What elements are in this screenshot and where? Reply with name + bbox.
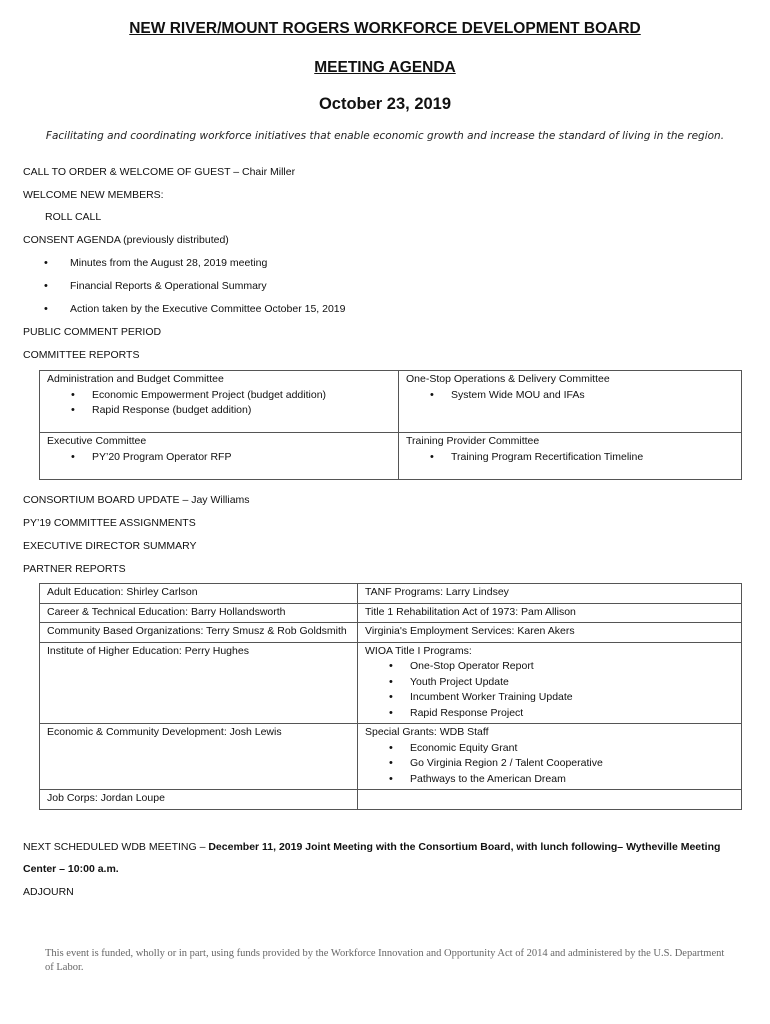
next-meeting: NEXT SCHEDULED WDB MEETING – December 11, 2019 Joint Meeting with the Consortium Board, with lunch following– Wytheville Meeting bbox=[23, 841, 721, 853]
list-item: • Economic Equity Grant bbox=[365, 741, 735, 757]
partner-higher-ed: Institute of Higher Education: Perry Hughes bbox=[40, 642, 358, 724]
meeting-date: October 23, 2019 bbox=[318, 95, 452, 113]
partner-adult-ed: Adult Education: Shirley Carlson bbox=[40, 584, 358, 604]
py19-assignments: PY’19 COMMITTEE ASSIGNMENTS bbox=[23, 517, 196, 529]
bullet-icon: • bbox=[44, 303, 48, 315]
executive-director-summary: EXECUTIVE DIRECTOR SUMMARY bbox=[23, 540, 197, 552]
consent-item: • Minutes from the August 28, 2019 meeting bbox=[44, 257, 268, 269]
committee-cell-training: Training Provider Committee • Training Program Recertification Timeline bbox=[399, 433, 742, 480]
committee-reports-table bbox=[39, 370, 742, 480]
table-row bbox=[40, 623, 742, 643]
list-item: • Rapid Response (budget addition) bbox=[47, 403, 392, 419]
board-title: NEW RIVER/MOUNT ROGERS WORKFORCE DEVELOPMENT BOARD bbox=[129, 20, 641, 37]
list-item: • Economic Empowerment Project (budget addition) bbox=[47, 388, 392, 404]
roll-call: ROLL CALL bbox=[45, 211, 102, 223]
adjourn: ADJOURN bbox=[23, 886, 74, 898]
table-row bbox=[40, 724, 742, 790]
committee-reports-heading: COMMITTEE REPORTS bbox=[23, 349, 140, 361]
committee-cell-executive: Executive Committee • PY’20 Program Operator RFP bbox=[40, 433, 399, 480]
partner-tanf: TANF Programs: Larry Lindsey bbox=[358, 584, 742, 604]
table-row bbox=[40, 603, 742, 623]
committee-cell-onestop: One-Stop Operations & Delivery Committee • System Wide MOU and IFAs bbox=[399, 371, 742, 433]
partner-econ-dev: Economic & Community Development: Josh Lewis bbox=[40, 724, 358, 790]
partner-wioa: WIOA Title I Programs: • One-Stop Operator Report • Youth Project Update • Incumbent Worker Training Update • Rapid Response Project bbox=[358, 642, 742, 724]
partner-reports-table bbox=[39, 583, 742, 810]
partner-career-tech: Career & Technical Education: Barry Hollandsworth bbox=[40, 603, 358, 623]
list-item: • PY’20 Program Operator RFP bbox=[47, 450, 392, 466]
consent-item: • Financial Reports & Operational Summary bbox=[44, 280, 267, 292]
committee-cell-admin: Administration and Budget Committee • Economic Empowerment Project (budget addition) • Rapid Response (budget addition) bbox=[40, 371, 399, 433]
list-item: • Pathways to the American Dream bbox=[365, 772, 735, 788]
public-comment: PUBLIC COMMENT PERIOD bbox=[23, 326, 162, 338]
funding-disclaimer: This event is funded, wholly or in part, using funds provided by the Workforce Innovation and Opportunity Act of 2014 and administered by the U.S. Department of Labor. bbox=[45, 948, 725, 973]
list-item: • One-Stop Operator Report bbox=[365, 659, 735, 675]
table-row bbox=[40, 584, 742, 604]
partner-community: Community Based Organizations: Terry Smusz & Rob Goldsmith bbox=[40, 623, 358, 643]
mission-statement: Facilitating and coordinating workforce initiatives that enable economic growth and increase the standard of living in the region. bbox=[45, 130, 725, 142]
next-meeting-continued: Center – 10:00 a.m. bbox=[23, 863, 119, 875]
list-item: • System Wide MOU and IFAs bbox=[406, 388, 735, 404]
list-item: • Incumbent Worker Training Update bbox=[365, 690, 735, 706]
table-row bbox=[40, 790, 742, 810]
consent-agenda: CONSENT AGENDA (previously distributed) bbox=[23, 234, 229, 246]
table-row bbox=[40, 371, 742, 433]
bullet-icon: • bbox=[44, 257, 48, 269]
partner-empty-cell bbox=[358, 790, 742, 810]
call-to-order: CALL TO ORDER & WELCOME OF GUEST – Chair Miller bbox=[23, 166, 296, 178]
list-item: • Training Program Recertification Timeline bbox=[406, 450, 735, 466]
list-item: • Go Virginia Region 2 / Talent Cooperative bbox=[365, 756, 735, 772]
agenda-subtitle: MEETING AGENDA bbox=[314, 59, 456, 76]
partner-special-grants: Special Grants: WDB Staff • Economic Equity Grant • Go Virginia Region 2 / Talent Cooperative • Pathways to the American Dream bbox=[358, 724, 742, 790]
list-item: • Rapid Response Project bbox=[365, 706, 735, 722]
table-row bbox=[40, 642, 742, 724]
partner-reports-heading: PARTNER REPORTS bbox=[23, 563, 126, 575]
list-item: • Youth Project Update bbox=[365, 675, 735, 691]
consortium-update: CONSORTIUM BOARD UPDATE – Jay Williams bbox=[23, 494, 250, 506]
partner-title1: Title 1 Rehabilitation Act of 1973: Pam Allison bbox=[358, 603, 742, 623]
partner-ves: Virginia's Employment Services: Karen Akers bbox=[358, 623, 742, 643]
partner-job-corps: Job Corps: Jordan Loupe bbox=[40, 790, 358, 810]
welcome-new-members: WELCOME NEW MEMBERS: bbox=[23, 189, 164, 201]
table-row bbox=[40, 433, 742, 480]
bullet-icon: • bbox=[44, 280, 48, 292]
consent-item: • Action taken by the Executive Committee October 15, 2019 bbox=[44, 303, 346, 315]
